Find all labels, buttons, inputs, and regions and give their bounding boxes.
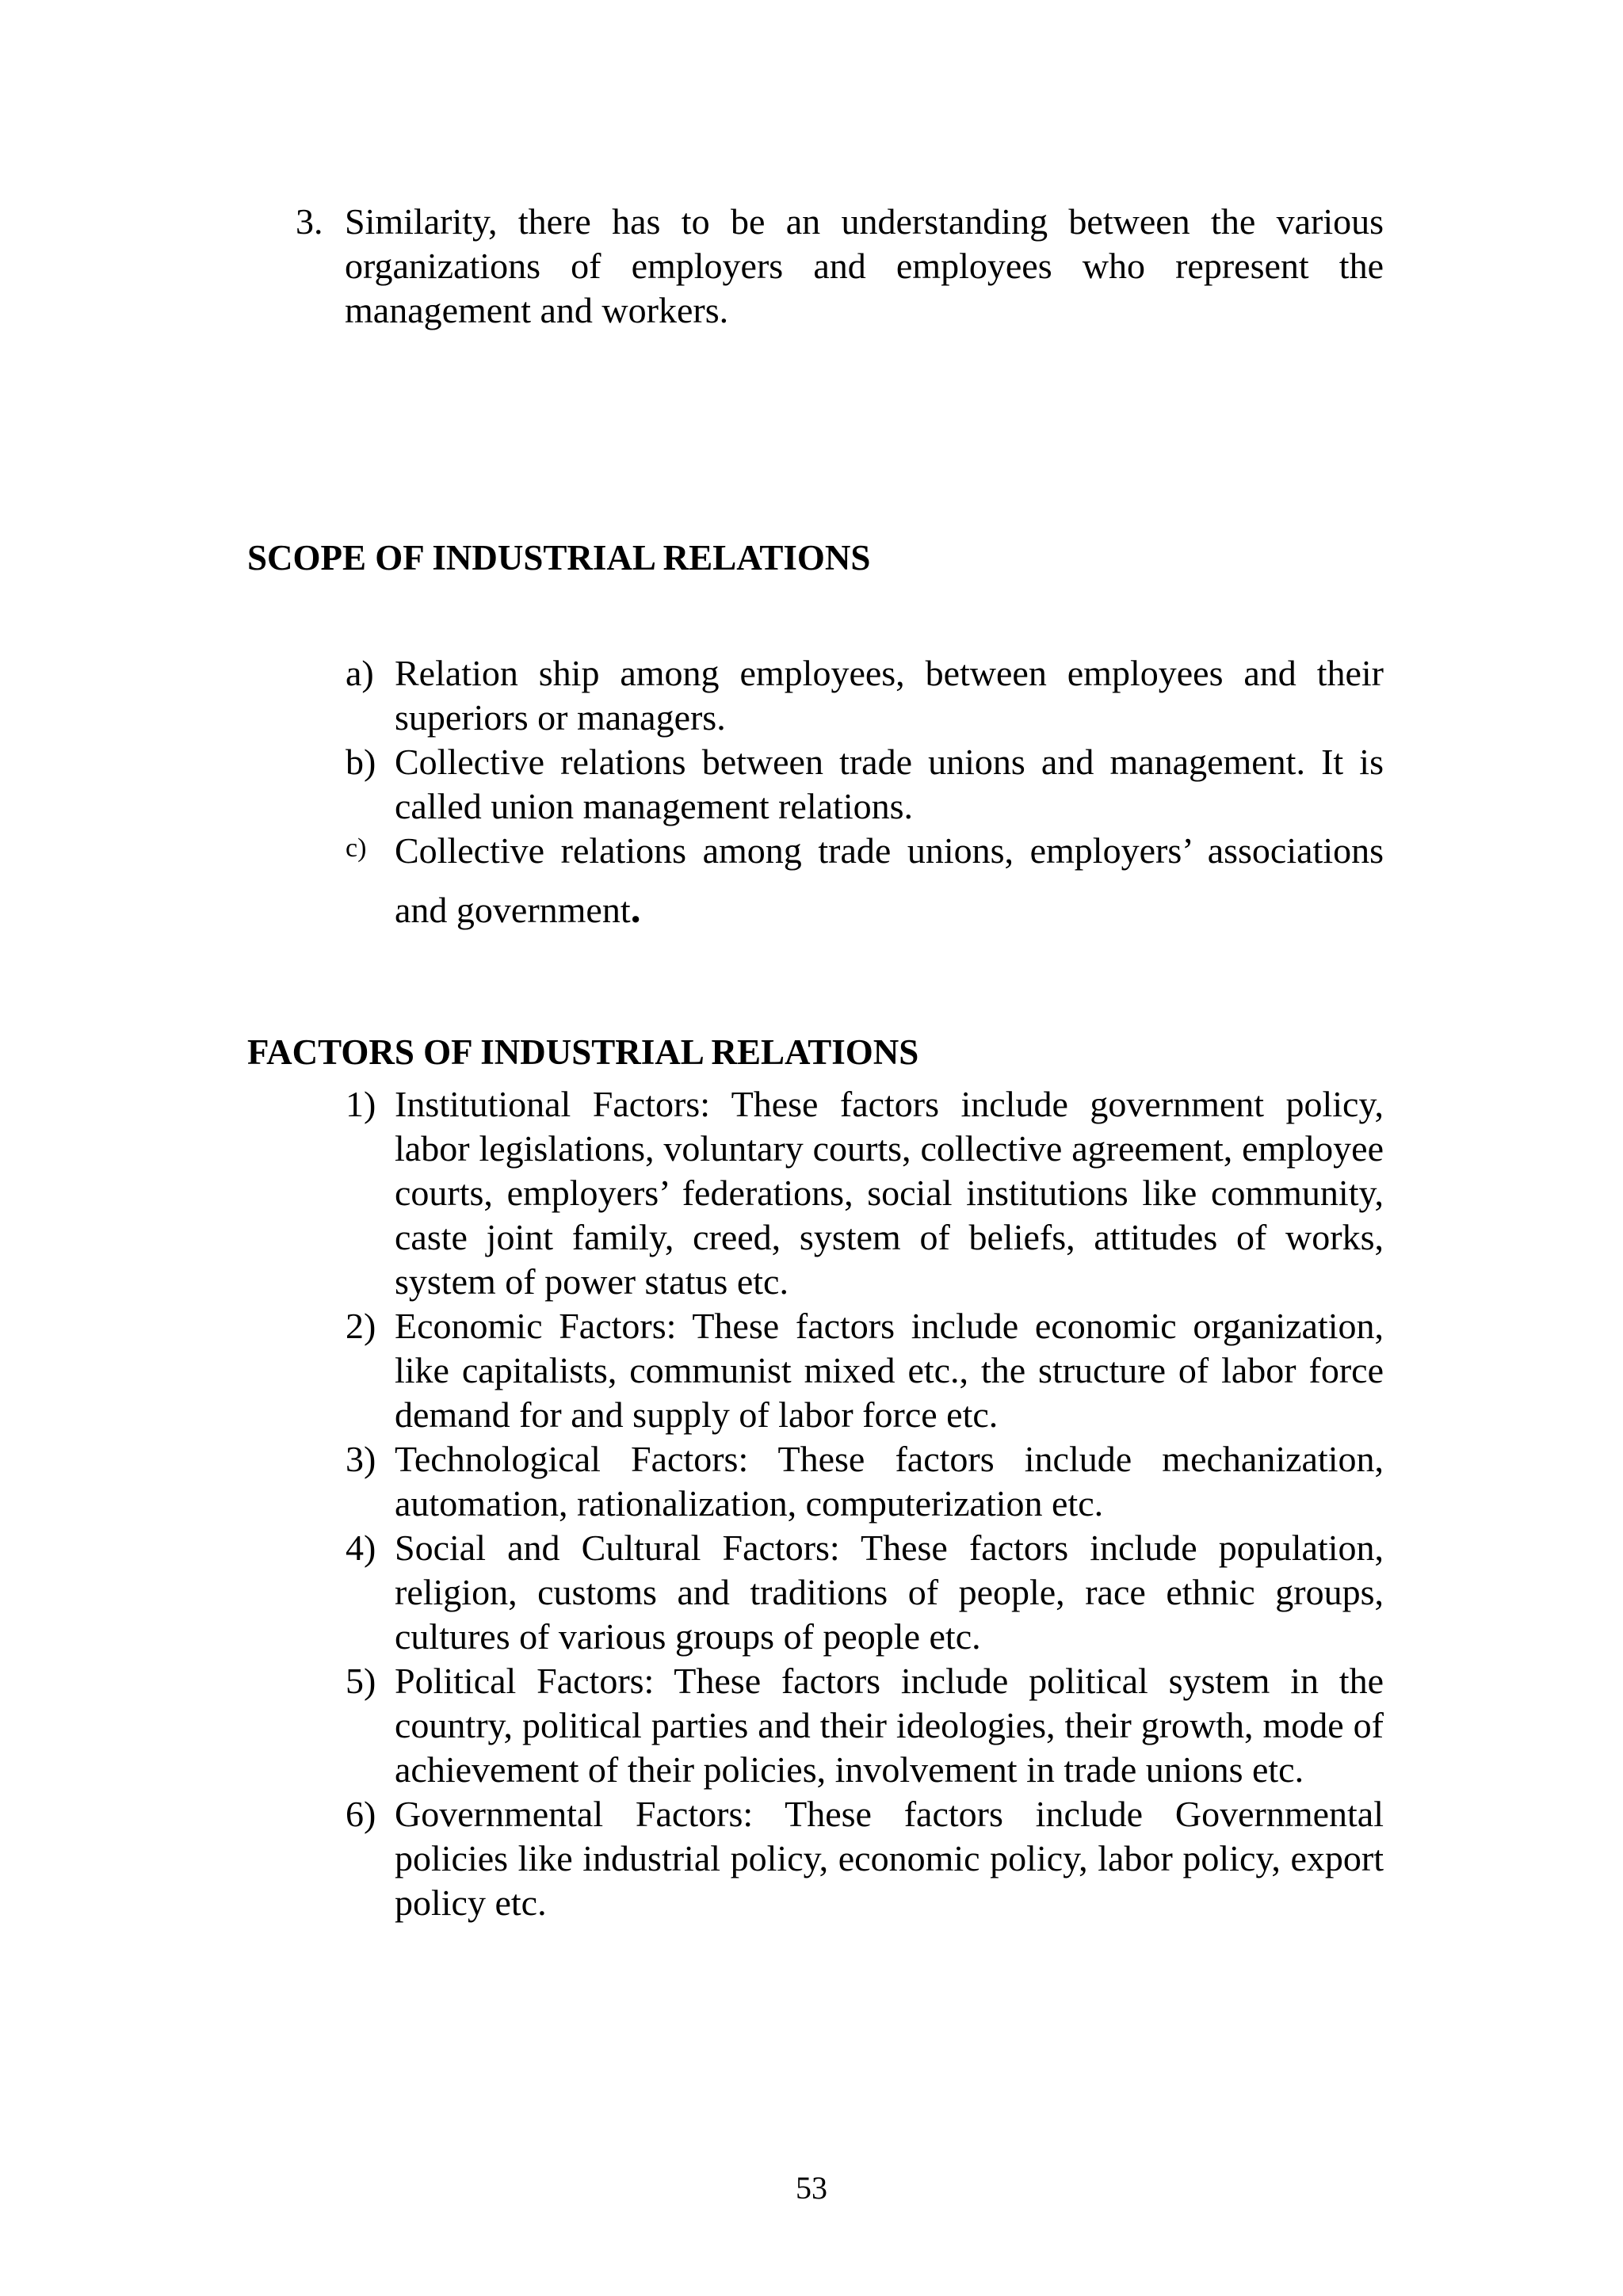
- list-item: [346, 1526, 1384, 1659]
- list-marker: 3.: [296, 201, 323, 242]
- list-marker: 6): [346, 1794, 376, 1834]
- list-item-text: Relation ship among employees, between employees and their superiors or managers.: [395, 653, 1384, 738]
- list-marker: c): [346, 833, 367, 863]
- list-item: [346, 651, 1384, 740]
- list-item-text: Technological Factors: These factors include mechanization, automation, rationalization, computerization etc.: [395, 1439, 1384, 1524]
- section-heading-scope: SCOPE OF INDUSTRIAL RELATIONS: [247, 538, 871, 578]
- factors-list: [346, 1082, 1384, 1925]
- list-item-text: Economic Factors: These factors include economic organization, like capitalists, communist mixed etc., the structure of labor force demand for and supply of labor force etc.: [395, 1306, 1384, 1435]
- list-item: [346, 1082, 1384, 1304]
- list-item-text: Similarity, there has to be an understanding between the various organizations of employers and employees who represent the management and workers.: [345, 201, 1384, 330]
- list-marker: 2): [346, 1306, 376, 1346]
- list-item: [346, 1792, 1384, 1925]
- intro-list: [296, 200, 1384, 333]
- section-heading-factors: FACTORS OF INDUSTRIAL RELATIONS: [247, 1032, 919, 1072]
- list-item: [346, 1304, 1384, 1437]
- scope-list: [346, 651, 1384, 940]
- list-item: [346, 1437, 1384, 1526]
- list-marker: 4): [346, 1527, 376, 1568]
- list-item-body: Collective relations among trade unions, employers’ associations and government: [395, 830, 1384, 930]
- list-marker: b): [346, 742, 376, 782]
- list-marker: 1): [346, 1084, 376, 1124]
- list-item: [296, 200, 1384, 333]
- list-item: [346, 740, 1384, 829]
- list-item-text: Institutional Factors: These factors include government policy, labor legislations, voluntary courts, collective agreement, employee courts, employers’ federations, social institutions like community, caste joint family, creed, system of beliefs, attitudes of works, system of power status etc.: [395, 1084, 1384, 1302]
- list-item: [346, 1659, 1384, 1792]
- list-item-text: Political Factors: These factors include political system in the country, political parties and their ideologies, their growth, mode of achievement of their policies, involvement in trade unions etc.: [395, 1661, 1384, 1790]
- page-number: 53: [796, 2170, 827, 2206]
- list-item-text: Governmental Factors: These factors include Governmental policies like industrial policy, economic policy, labor policy, export policy etc.: [395, 1794, 1384, 1923]
- list-marker: a): [346, 653, 374, 693]
- list-item-text: Collective relations between trade unions and management. It is called union management relations.: [395, 742, 1384, 826]
- list-item-text: [346, 822, 1384, 940]
- list-item-text: Social and Cultural Factors: These factors include population, religion, customs and traditions of people, race ethnic groups, cultures of various groups of people etc.: [395, 1527, 1384, 1657]
- list-marker: 5): [346, 1661, 376, 1701]
- list-item-end: .: [630, 887, 641, 932]
- list-item: [346, 822, 1384, 940]
- list-marker: 3): [346, 1439, 376, 1479]
